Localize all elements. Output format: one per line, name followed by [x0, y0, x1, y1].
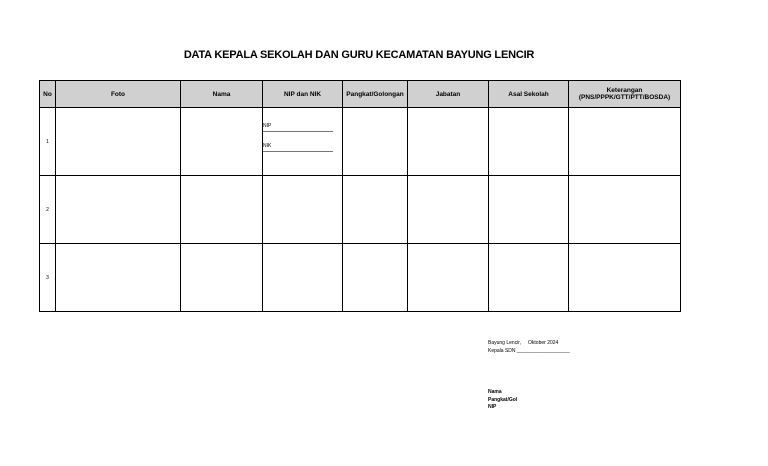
cell-pangkat-golongan[interactable] — [343, 244, 408, 312]
row-number: 2 — [40, 176, 56, 244]
row-number: 3 — [40, 244, 56, 312]
header-no: No — [40, 81, 56, 108]
cell-keterangan[interactable] — [569, 244, 681, 312]
nik-field[interactable] — [263, 143, 333, 152]
page-title: DATA KEPALA SEKOLAH DAN GURU KECAMATAN BAYUNG LENCIR — [183, 49, 535, 61]
cell-nip-nik[interactable] — [263, 244, 343, 312]
table-row — [40, 176, 681, 244]
nik-label: NIK — [263, 143, 272, 149]
cell-jabatan[interactable] — [408, 176, 489, 244]
cell-nip-nik[interactable] — [263, 108, 343, 176]
cell-asal-sekolah[interactable] — [489, 108, 569, 176]
header-pangkat-golongan: Pangkat/Golongan — [343, 81, 408, 108]
header-keterangan — [569, 81, 681, 108]
signature-place-block — [488, 340, 570, 355]
cell-asal-sekolah[interactable] — [489, 244, 569, 312]
header-asal-sekolah: Asal Sekolah — [489, 81, 569, 108]
nip-field[interactable] — [263, 123, 333, 132]
header-foto: Foto — [56, 81, 181, 108]
signature-school-line: Kepala SDN ___________________ — [488, 347, 570, 354]
cell-foto[interactable] — [56, 244, 181, 312]
teacher-data-table — [39, 80, 681, 312]
signature-identity-block — [488, 389, 517, 412]
cell-nip-nik[interactable] — [263, 176, 343, 244]
cell-nama[interactable] — [181, 176, 263, 244]
cell-foto[interactable] — [56, 176, 181, 244]
cell-nama[interactable] — [181, 244, 263, 312]
nik-underline — [263, 151, 333, 152]
cell-foto[interactable] — [56, 108, 181, 176]
header-nip-nik: NIP dan NIK — [263, 81, 343, 108]
cell-pangkat-golongan[interactable] — [343, 108, 408, 176]
table-row — [40, 108, 681, 176]
table-row — [40, 244, 681, 312]
nip-label: NIP — [263, 123, 272, 129]
cell-asal-sekolah[interactable] — [489, 176, 569, 244]
cell-pangkat-golongan[interactable] — [343, 176, 408, 244]
nip-underline — [263, 131, 333, 132]
signature-nip-label: NIP — [488, 404, 497, 410]
header-jabatan: Jabatan — [408, 81, 489, 108]
header-keterangan-title: Keterangan — [606, 87, 643, 94]
cell-nama[interactable] — [181, 108, 263, 176]
cell-keterangan[interactable] — [569, 176, 681, 244]
table-header-row — [40, 81, 681, 108]
signature-place-date: Bayung Lencir, Oktober 2024 — [488, 340, 559, 346]
cell-jabatan[interactable] — [408, 108, 489, 176]
signature-rank-label: Pangkat/Gol — [488, 396, 518, 403]
signature-name-label: Nama — [488, 389, 502, 395]
header-nama: Nama — [181, 81, 263, 108]
cell-jabatan[interactable] — [408, 244, 489, 312]
row-number: 1 — [40, 108, 56, 176]
cell-keterangan[interactable] — [569, 108, 681, 176]
header-keterangan-options: (PNS/PPPK/GTT/PTT/BOSDA) — [578, 94, 671, 101]
